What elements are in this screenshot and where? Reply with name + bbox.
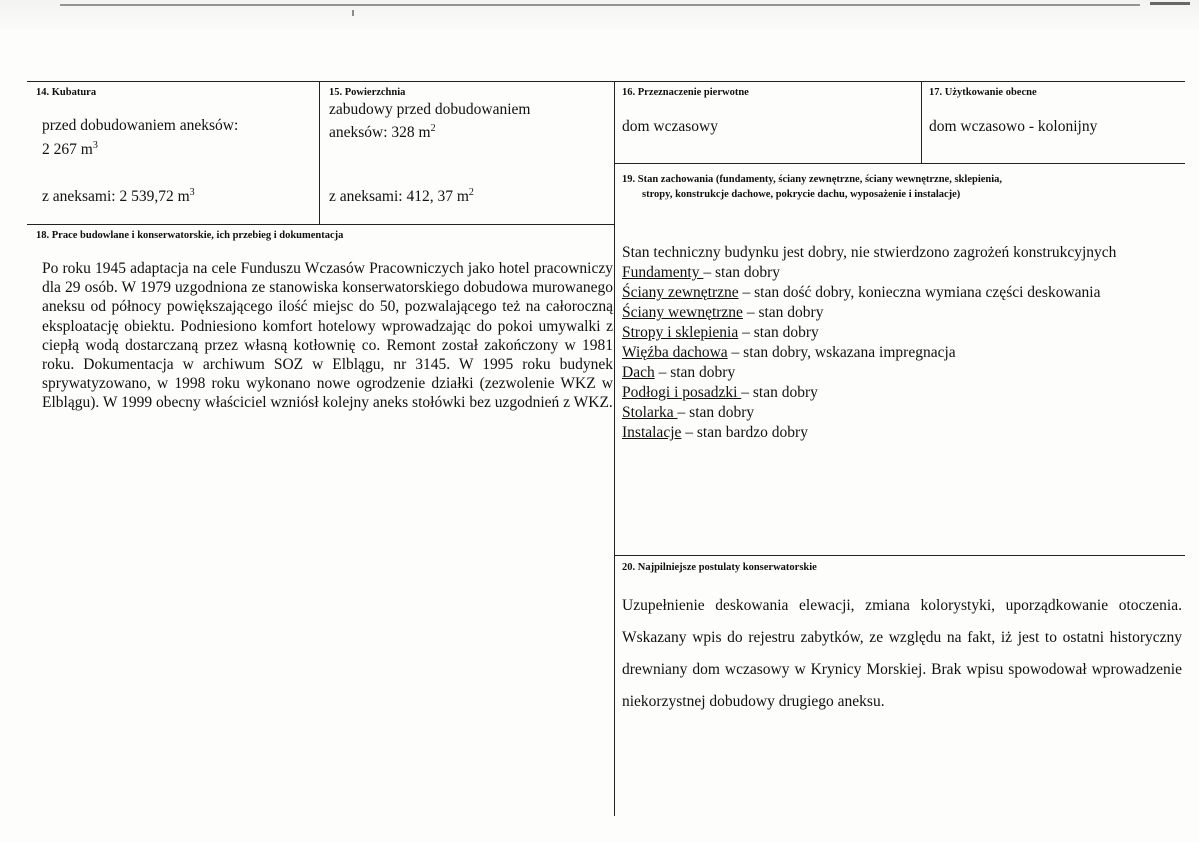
- col-divider-right: [921, 81, 922, 164]
- field-15-line1: zabudowy przed dobudowaniem: [329, 101, 531, 118]
- condition-item: Stropy i sklepienia – stan dobry: [622, 324, 819, 341]
- condition-item: Ściany wewnętrzne – stan dobry: [622, 304, 824, 321]
- field-15-label: 15. Powierzchnia: [329, 87, 406, 98]
- condition-item: Więźba dachowa – stan dobry, wskazana impregnacja: [622, 344, 956, 361]
- condition-item: Instalacje – stan bardzo dobry: [622, 424, 808, 441]
- scan-artifact: [60, 4, 1140, 6]
- col-divider-left: [319, 81, 320, 225]
- condition-item: Ściany zewnętrzne – stan dość dobry, konieczna wymiana części deskowania: [622, 284, 1101, 301]
- condition-list: [622, 243, 1192, 443]
- field-14-label: 14. Kubatura: [36, 87, 97, 98]
- field-15-line2: aneksów: 328 $m^2$: [329, 123, 436, 142]
- condition-item: Dach – stan dobry: [622, 364, 736, 381]
- condition-item: Podłogi i posadzki – stan dobry: [622, 384, 818, 401]
- row-divider-right: [614, 163, 1185, 164]
- condition-intro: Stan techniczny budynku jest dobry, nie stwierdzono zagrożeń konstrukcyjnych: [622, 244, 1117, 261]
- field-14-line1: przed dobudowaniem aneksów:: [42, 117, 239, 134]
- condition-item: Stolarka – stan dobry: [622, 404, 755, 421]
- field-14-line2: 2 267 $m^3$: [42, 140, 98, 159]
- field-19-label: 19. Stan zachowania (fundamenty, ściany zewnętrzne, ściany wewnętrzne, sklepienia, stropy, konstrukcje dachowe, pokrycie dachu, wyposażenie i instalacje): [622, 174, 1003, 200]
- field-17-value: dom wczasowo - kolonijny: [929, 118, 1098, 135]
- condition-item: Fundamenty – stan dobry: [622, 264, 781, 281]
- field-20-label: 20. Najpilniejsze postulaty konserwatorskie: [622, 562, 817, 573]
- row-divider-left: [27, 224, 614, 225]
- field-18-text: Po roku 1945 adaptacja na cele Funduszu Wczasów Pracowniczych jako hotel pracowniczy dla 29 osób. W 1979 uzgodniona ze stanowiska konserwatorskiego dobudowa murowanego aneksu od północy powiększającego ilość miejsc do 50, pozwalającego też na całoroczną eksploatację obiektu. Podniesiono komfort hotelowy wprowadzając do pokoi umywalki z ciepłą wodą dostarczaną przez własną kotłownię co. Remont został zakończony w 1981 roku. Dokumentacja w archiwum SOZ w Elblągu, nr 3145. W 1995 roku budynek sprywatyzowano, w 1998 roku wykonano nowe ogrodzenie działki (zezwolenie WKZ w Elblągu). W 1999 obecny właściciel wzniósł kolejny aneks stołówki bez uzgodnień z WKZ.: [42, 260, 613, 412]
- field-16-label: 16. Przeznaczenie pierwotne: [622, 87, 749, 98]
- row-divider-right-lower: [614, 555, 1185, 556]
- field-16-value: dom wczasowy: [622, 118, 718, 135]
- table-top-border: [27, 81, 1185, 82]
- scan-artifact: [1150, 2, 1190, 5]
- scan-artifact: [352, 10, 354, 16]
- field-14-line3: z aneksami: 2 539,72 $m^3$: [42, 187, 195, 206]
- field-18-label: 18. Prace budowlane i konserwatorskie, ich przebieg i dokumentacja: [36, 230, 344, 241]
- col-divider-center: [614, 81, 615, 816]
- field-15-line3: z aneksami: 412, 37 $m^2$: [329, 187, 474, 206]
- field-17-label: 17. Użytkowanie obecne: [929, 87, 1037, 98]
- field-20-text: Uzupełnienie deskowania elewacji, zmiana kolorystyki, uporządkowanie otoczenia. Wskazany wpis do rejestru zabytków, ze względu na fakt, iż jest to ostatni historyczny drewniany dom wczasowy w Krynicy Morskiej. Brak wpisu spowodował wprowadzenie niekorzystnej dobudowy drugiego aneksu.: [622, 597, 1182, 710]
